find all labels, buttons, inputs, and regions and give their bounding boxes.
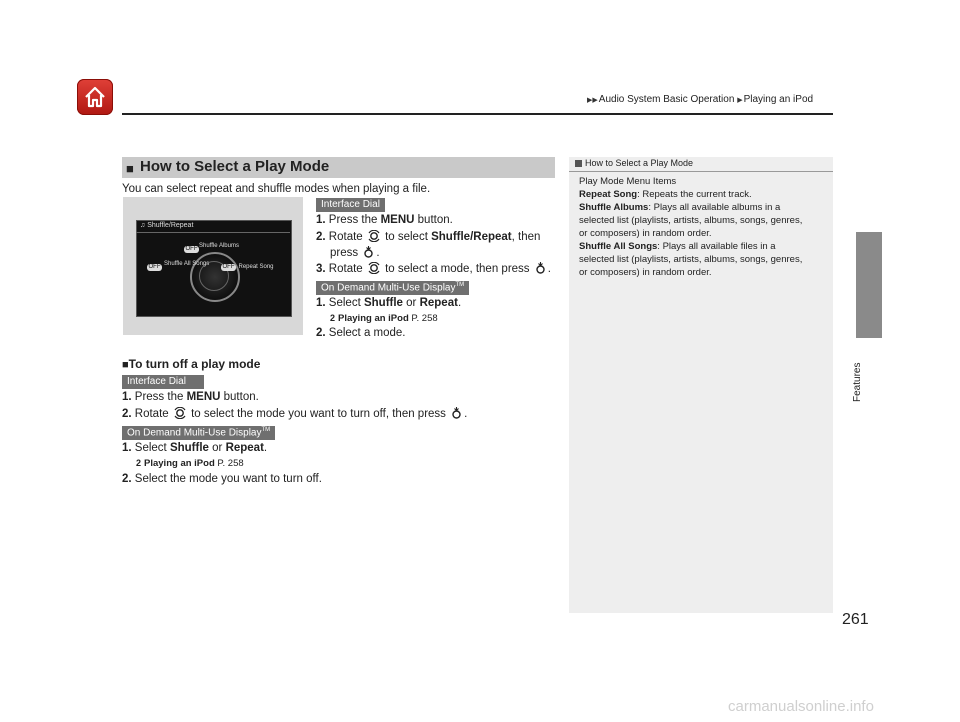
intro-text: You can select repeat and shuffle modes when playing a file. xyxy=(122,183,431,195)
step-2-cont: press . xyxy=(330,247,380,259)
chapter-tab[interactable] xyxy=(856,232,882,338)
step-2: 2. Rotate to select Shuffle/Repeat, then xyxy=(316,231,541,243)
note-line: or composers) in random order. xyxy=(579,228,712,239)
rotate-dial-icon xyxy=(174,407,186,419)
shuffle-all-songs-label[interactable]: Shuffle All Songs xyxy=(164,261,210,267)
home-icon[interactable] xyxy=(77,79,113,115)
interface-dial-tag: Interface Dial xyxy=(316,198,385,212)
breadcrumb xyxy=(587,94,813,105)
press-dial-icon xyxy=(451,407,462,419)
rotate-dial-icon xyxy=(368,262,380,274)
breadcrumb-item[interactable]: Playing an iPod xyxy=(743,94,814,105)
turn-off-step-2: 2. Rotate to select the mode you want to turn off, then press . xyxy=(122,408,468,420)
note-line: selected list (playlists, artists, albums, songs, genres, xyxy=(579,215,803,226)
odmd-step-2: 2. Select a mode. xyxy=(316,327,406,339)
note-header xyxy=(569,157,833,171)
odmd-tag: On Demand Multi-Use Display™ xyxy=(316,281,469,295)
interface-dial-tag-2: Interface Dial xyxy=(122,375,204,389)
breadcrumb-arrow-icon: ▶▶ xyxy=(587,97,598,104)
note-line: Shuffle All Songs: Plays all available files in a xyxy=(579,241,776,252)
section-title: How to Select a Play Mode xyxy=(140,158,330,175)
note-line: Shuffle Albums: Plays all available albums in a xyxy=(579,202,781,213)
cross-reference-link[interactable]: 2 Playing an iPod P. 258 xyxy=(330,313,438,324)
turn-off-step-1: 1. Press the MENU button. xyxy=(122,391,259,403)
shuffle-albums-label[interactable]: Shuffle Albums xyxy=(199,243,239,249)
off-button-repeat[interactable]: OFF xyxy=(222,264,235,270)
cross-reference-link-2[interactable]: 2 Playing an iPod P. 258 xyxy=(136,458,244,469)
off-button-albums[interactable]: OFF xyxy=(185,246,198,252)
step-1: 1. Press the MENU button. xyxy=(316,214,453,226)
note-line: or composers) in random order. xyxy=(579,267,712,278)
breadcrumb-item[interactable]: Audio System Basic Operation xyxy=(598,94,735,105)
note-icon xyxy=(575,160,582,167)
watermark: carmanualsonline.info xyxy=(728,698,874,715)
note-line: selected list (playlists, artists, albums, songs, genres, xyxy=(579,254,803,265)
repeat-song-label[interactable]: Repeat Song xyxy=(238,264,274,270)
breadcrumb-arrow-icon: ▶ xyxy=(737,97,743,104)
square-bullet-icon: ■ xyxy=(126,161,134,176)
note-title: How to Select a Play Mode xyxy=(585,158,694,168)
odmd-tag-2: On Demand Multi-Use Display™ xyxy=(122,426,275,440)
turn-off-odmd-step-2: 2. Select the mode you want to turn off. xyxy=(122,473,322,485)
reference-arrow-icon: 2 xyxy=(330,313,336,323)
turn-off-odmd-step-1: 1. Select Shuffle or Repeat. xyxy=(122,442,268,454)
screen-title: ♫ Shuffle/Repeat xyxy=(140,222,194,229)
screen-divider xyxy=(136,232,290,233)
header-rule xyxy=(122,113,833,115)
note-line: Repeat Song: Repeats the current track. xyxy=(579,189,752,200)
note-line: Play Mode Menu Items xyxy=(579,176,677,187)
note-divider xyxy=(569,171,833,172)
chapter-label: Features xyxy=(852,362,863,402)
section-header xyxy=(122,157,555,178)
reference-arrow-icon: 2 xyxy=(136,458,142,468)
press-dial-icon xyxy=(363,246,374,258)
step-3: 3. Rotate to select a mode, then press . xyxy=(316,263,551,275)
off-button-all-songs[interactable]: OFF xyxy=(148,264,161,270)
turn-off-heading: ■To turn off a play mode xyxy=(122,357,261,371)
rotate-dial-icon xyxy=(368,230,380,242)
page-number: 261 xyxy=(842,611,869,628)
press-dial-icon xyxy=(535,262,546,274)
odmd-step-1: 1. Select Shuffle or Repeat. xyxy=(316,297,462,309)
